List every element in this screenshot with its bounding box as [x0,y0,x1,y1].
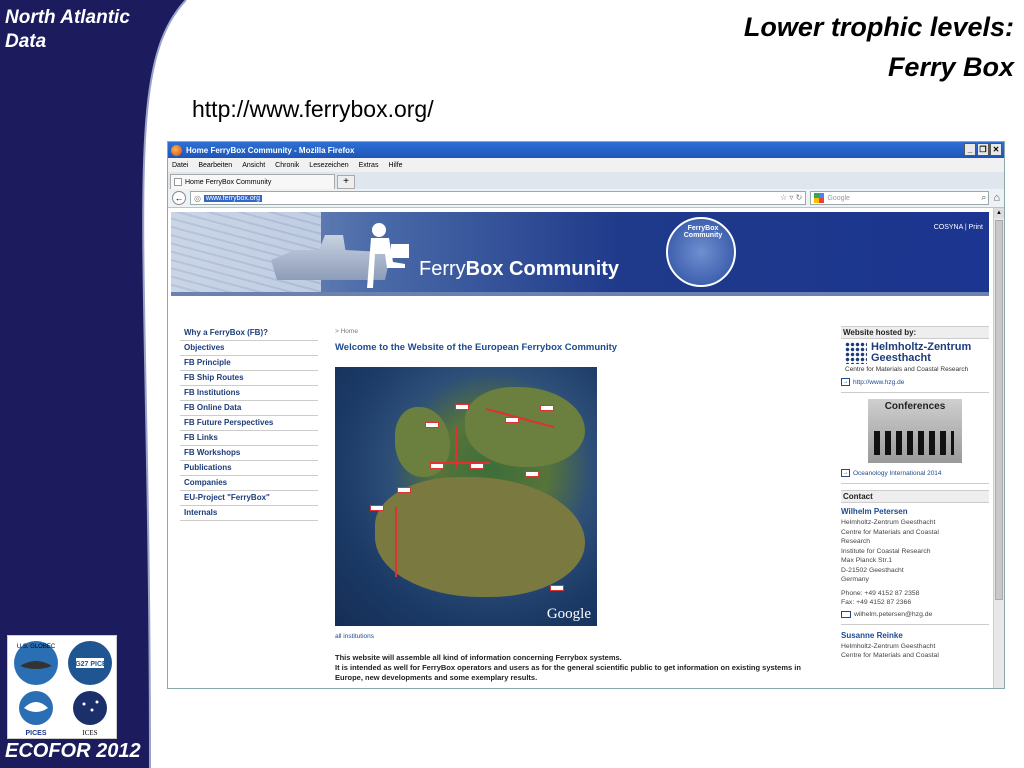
ices-logo [64,688,116,738]
conference-link[interactable] [841,469,989,477]
map-marker[interactable] [540,405,554,411]
site-identity-icon[interactable]: ◎ [193,193,201,203]
window-title: Home FerryBox Community - Mozilla Firefox [186,145,355,155]
bookmark-star-icon[interactable]: ☆ ▿ ↻ [780,193,803,202]
address-line: Helmholtz-Zentrum Geesthacht [841,519,936,526]
wg27-text: WG27 PICES [68,661,112,668]
contact-fax: Fax: +49 4152 87 2366 [841,599,912,606]
side-navigation [180,326,318,521]
address-line: Centre for Materials and Coastal [841,652,939,659]
pices-logo [10,688,62,738]
hzg-website-link[interactable] [841,378,989,386]
nav-eu-project[interactable]: EU-Project "FerryBox" [180,491,318,506]
scrollbar-thumb[interactable] [995,220,1003,600]
right-column [841,326,989,661]
divider [841,483,989,484]
menu-hilfe[interactable]: Hilfe [388,161,403,169]
logo-text: FerryBox Community [683,225,723,239]
map-marker[interactable] [550,585,564,591]
conference-people-icon [874,431,954,455]
map-marker[interactable] [455,404,469,410]
contact-name-petersen[interactable]: Wilhelm Petersen [841,507,908,516]
nav-fb-ship-routes[interactable]: FB Ship Routes [180,371,318,386]
menu-bar [168,158,1004,172]
map-marker[interactable] [430,463,444,469]
hzg-link-text: http://www.hzg.de [853,378,905,386]
site-banner [171,212,989,292]
slide-url[interactable]: http://www.ferrybox.org/ [192,96,434,122]
vertical-scrollbar[interactable] [993,208,1004,689]
wg27-pices-logo [64,638,116,688]
ferrybox-community-logo[interactable] [666,217,736,287]
us-globec-logo [10,638,62,688]
nav-fb-principle[interactable]: FB Principle [180,356,318,371]
home-icon[interactable]: ⌂ [993,192,1000,204]
map-land-scandinavia [465,387,585,467]
slide-title-line2: Ferry Box [887,52,1014,82]
firefox-icon [171,145,182,156]
search-icon[interactable]: ⌕ [981,192,987,202]
address-bar[interactable] [190,191,806,205]
breadcrumb[interactable]: > Home [335,328,358,335]
contact-phone: Phone: +49 4152 87 2358 [841,589,920,597]
nav-fb-institutions[interactable]: FB Institutions [180,386,318,401]
hzg-name-line2: Geesthacht [871,352,931,364]
nav-fb-links[interactable]: FB Links [180,431,318,446]
restore-button[interactable]: ❐ [977,143,989,156]
address-line: Institute for Coastal Research [841,547,931,555]
window-titlebar [168,142,1004,158]
back-button[interactable]: ← [172,191,186,205]
map-marker[interactable] [397,487,411,493]
divider [841,624,989,625]
banner-title-box: Box [465,258,504,280]
intro-line-1: This website will assemble all kind of information concerning Ferrybox systems. [335,653,622,662]
hzg-name-line1: Helmholtz-Zentrum [871,341,972,353]
minimize-button[interactable]: _ [964,143,976,156]
all-institutions-link[interactable]: all institutions [335,633,375,640]
intro-text [335,653,805,683]
menu-bearbeiten[interactable]: Bearbeiten [198,161,233,169]
intro-line-2: It is intended as well for FerryBox operators and users as for the general scientific public to get information on existing systems in Europe, new developments and some exemplary results. [335,663,801,682]
google-map-logo: Google [546,606,591,622]
tab-home-ferrybox[interactable] [170,174,335,189]
menu-lesezeichen[interactable]: Lesezeichen [309,161,349,169]
conferences-label: Conferences [884,401,946,412]
hzg-logo[interactable] [841,342,989,364]
close-button[interactable]: ✕ [990,143,1002,156]
address-line: Research [841,538,871,545]
address-line: Centre for Materials and Coastal [841,528,939,536]
banner-divider [171,292,989,296]
scroll-up-icon[interactable]: ▲ [994,208,1004,218]
window-controls [964,143,1002,156]
logo-panel [7,635,117,739]
map-marker[interactable] [370,505,384,511]
tab-favicon-icon [174,178,182,186]
map-marker[interactable] [525,471,539,477]
banner-title-community: Community [509,258,620,280]
search-placeholder: Google [827,194,850,202]
map-marker[interactable] [470,463,484,469]
ices-text: ICES [82,729,98,737]
contact-email-link[interactable] [841,611,989,618]
address-line: Max Planck Str.1 [841,557,892,564]
menu-chronik[interactable]: Chronik [275,161,300,169]
divider [841,392,989,393]
tab-bar [168,172,1004,189]
page-viewport [168,208,1004,689]
tab-label: Home FerryBox Community [185,178,272,186]
menu-extras[interactable]: Extras [358,161,379,169]
nav-why-ferrybox[interactable]: Why a FerryBox (FB)? [180,326,318,341]
nav-internals[interactable]: Internals [180,506,318,521]
map-land-europe [375,477,585,597]
contact-heading: Contact [841,490,989,503]
mail-icon [841,611,851,618]
nav-publications[interactable]: Publications [180,461,318,476]
contact-name-reinke[interactable]: Susanne Reinke [841,630,903,640]
address-text: www.ferrybox.org [205,194,260,202]
banner-title-ferry: Ferry [419,258,466,280]
page-heading: Welcome to the Website of the European Ferrybox Community [335,342,618,353]
conferences-image[interactable] [868,399,962,463]
map-marker[interactable] [425,422,439,428]
conference-link-text: Oceanology International 2014 [853,469,942,477]
search-box[interactable] [810,191,989,205]
hosted-by-heading: Website hosted by: [841,326,989,339]
hzg-subtitle: Centre for Materials and Coastal Research [845,366,969,373]
nav-fb-workshops[interactable]: FB Workshops [180,446,318,461]
external-link-icon: → [842,470,849,476]
nav-objectives[interactable]: Objectives [180,341,318,356]
nav-fb-online-data[interactable]: FB Online Data [180,401,318,416]
contact-address-petersen [841,518,989,585]
new-tab-button[interactable]: + [337,175,355,189]
address-line: D-21502 Geesthacht [841,566,904,574]
ferrybox-routes-map[interactable] [335,367,597,626]
map-route [455,427,457,467]
address-line: Germany [841,576,869,583]
menu-datei[interactable]: Datei [172,161,189,169]
top-links[interactable]: COSYNA | Print [933,224,983,231]
google-icon [814,193,824,203]
navigation-bar [168,189,1004,208]
us-globec-text: U.S. GLOBEC [16,644,56,650]
hzg-name [871,342,971,364]
map-marker[interactable] [505,417,519,423]
map-route [395,507,397,577]
nav-fb-future-perspectives[interactable]: FB Future Perspectives [180,416,318,431]
external-link-icon: → [842,379,849,385]
address-line: Helmholtz-Zentrum Geesthacht [841,642,936,650]
banner-person-icon [361,220,411,290]
corner-title-bottom: ECOFOR 2012 [5,740,141,762]
corner-title-top: North Atlantic Data [5,7,130,52]
menu-ansicht[interactable]: Ansicht [242,161,266,169]
hzg-dots-icon [845,342,867,364]
slide-title-line1: Lower trophic levels: [743,12,1014,42]
nav-companies[interactable]: Companies [180,476,318,491]
browser-window [167,141,1005,689]
banner-title [419,258,619,281]
pices-text: PICES [25,730,47,737]
contact-email: wilhelm.petersen@hzg.de [854,610,933,618]
